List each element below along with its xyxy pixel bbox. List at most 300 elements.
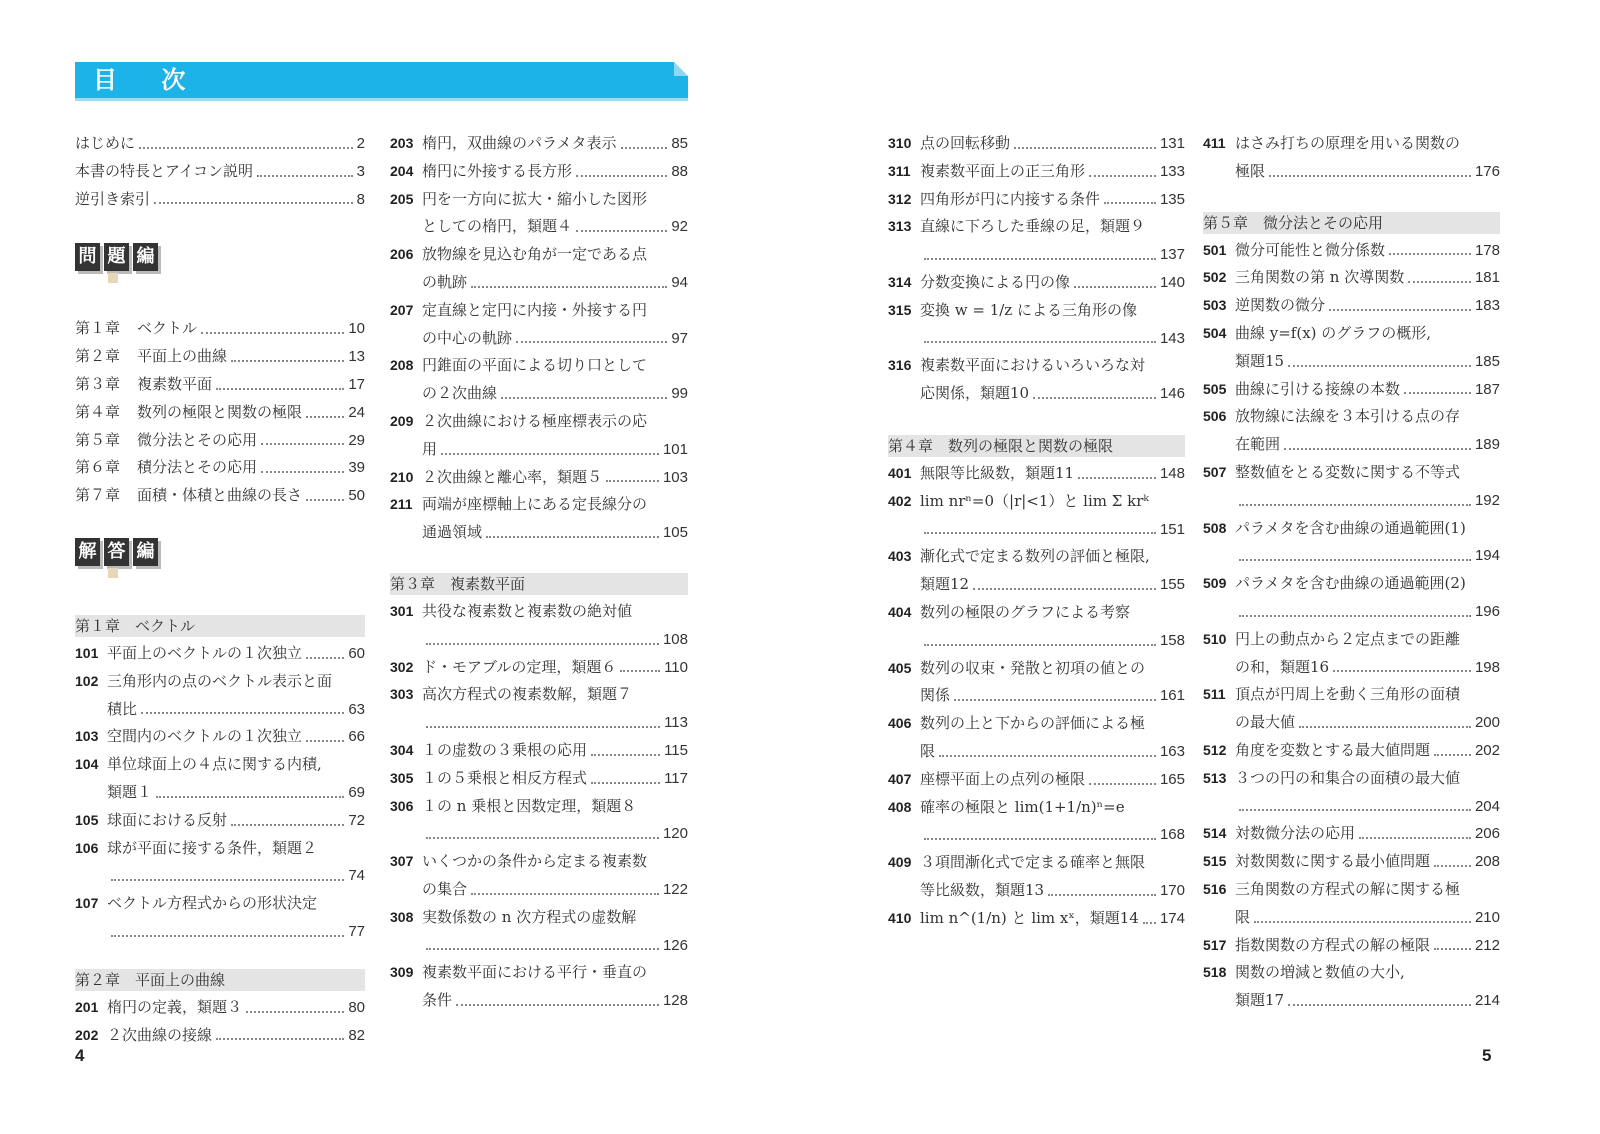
entry-title: 限 — [920, 741, 936, 760]
toc-entry[interactable] — [1203, 681, 1500, 709]
entry-number: 517 — [1203, 936, 1227, 953]
entry-title: ２次曲線の接線 — [107, 1025, 213, 1044]
toc-entry[interactable] — [1203, 320, 1500, 348]
toc-entry[interactable] — [75, 158, 365, 186]
leader-dots — [216, 1022, 344, 1041]
entry-page: 77 — [348, 922, 365, 940]
toc-entry[interactable] — [1203, 431, 1500, 459]
section-header-ch3: 第３章 複素数平面 — [390, 573, 688, 595]
toc-entry[interactable] — [1203, 264, 1500, 292]
toc-entry[interactable] — [75, 640, 365, 668]
entry-page: 198 — [1474, 658, 1500, 676]
leader-dots — [1359, 820, 1471, 839]
entry-page: 101 — [662, 440, 688, 458]
entry-title: 整数値をとる変数に関する不等式 — [1235, 462, 1461, 481]
entry-page: 66 — [348, 728, 365, 746]
leader-dots — [591, 765, 660, 784]
leader-dots — [924, 325, 1156, 344]
entry-title: の軌跡 — [422, 272, 468, 291]
entry-title: 応関係，類題10 — [920, 384, 1030, 403]
toc-entry[interactable] — [75, 994, 365, 1022]
toc-entry[interactable] — [888, 905, 1185, 933]
leader-dots — [1434, 737, 1471, 756]
toc-entry[interactable] — [390, 408, 688, 436]
toc-entry[interactable] — [1203, 542, 1500, 570]
toc-entry[interactable] — [888, 241, 1185, 269]
entry-indent — [888, 516, 920, 544]
entry-number: 510 — [1203, 630, 1227, 647]
entry-title: 四角形が円に内接する条件 — [920, 189, 1101, 208]
toc-entry[interactable] — [1203, 737, 1500, 765]
entry-title: ２次曲線における極座標表示の応 — [422, 411, 648, 430]
entry-page: 212 — [1474, 936, 1500, 954]
leader-dots — [924, 241, 1156, 260]
chapter-label: 第４章 — [75, 402, 121, 421]
entry-title: 三角関数の第 n 次導関数 — [1235, 268, 1405, 287]
chapter-page: 13 — [348, 348, 365, 366]
leader-dots — [924, 516, 1156, 535]
toc-entry[interactable] — [75, 862, 365, 890]
entry-page: 94 — [671, 273, 688, 291]
toc-entry[interactable] — [1203, 237, 1500, 265]
entry-page: 183 — [1474, 297, 1500, 315]
entry-page: 74 — [348, 867, 365, 885]
chapter-title: 微分法とその応用 — [137, 430, 258, 449]
toc-entry[interactable] — [75, 890, 365, 918]
toc-entry[interactable] — [1203, 130, 1500, 158]
entry-indent — [1203, 709, 1235, 737]
toc-entry[interactable] — [888, 599, 1185, 627]
entry-number: 309 — [390, 964, 414, 981]
toc-entry[interactable] — [888, 213, 1185, 241]
toc-entry[interactable] — [1203, 348, 1500, 376]
leader-dots — [924, 821, 1156, 840]
entry-title: 複素数平面上の正三角形 — [920, 161, 1086, 180]
chapter-entry[interactable] — [75, 315, 365, 343]
entry-title: lim n^(1/n) と lim xˣ，類題14 — [920, 908, 1139, 927]
entry-page: 3 — [356, 162, 365, 180]
toc-entry[interactable] — [390, 820, 688, 848]
entry-title: 逆関数の微分 — [1235, 296, 1326, 315]
entry-number: 210 — [390, 468, 414, 485]
entry-page: 80 — [348, 998, 365, 1016]
leader-dots — [257, 158, 353, 177]
section-header-ch1: 第１章 ベクトル — [75, 615, 365, 637]
leader-dots — [441, 436, 659, 455]
toc-entry[interactable] — [888, 849, 1185, 877]
toc-entry[interactable] — [75, 696, 365, 724]
section-badge-answers — [75, 538, 158, 566]
toc-entry[interactable] — [390, 681, 688, 709]
page-number-right: 5 — [1482, 1046, 1492, 1065]
entry-page: 63 — [348, 700, 365, 718]
leader-dots — [1089, 158, 1156, 177]
toc-entry[interactable] — [888, 571, 1185, 599]
entry-title: 両端が座標軸上にある定長線分の — [422, 495, 648, 514]
toc-entry[interactable] — [888, 352, 1185, 380]
entry-page: 2 — [356, 135, 365, 152]
toc-entry[interactable] — [1203, 459, 1500, 487]
toc-entry[interactable] — [1203, 570, 1500, 598]
entry-title: 本書の特長とアイコン説明 — [75, 161, 254, 180]
leader-dots — [501, 380, 667, 399]
entry-title: の２次曲線 — [422, 384, 498, 403]
entry-title: 関係 — [920, 686, 951, 705]
entry-number: 311 — [888, 162, 911, 179]
chapter-label: 第７章 — [75, 486, 121, 505]
leader-dots — [231, 807, 344, 826]
entry-title: ベクトル方程式からの形状決定 — [107, 894, 318, 913]
toc-entry[interactable] — [888, 297, 1185, 325]
entry-number: 502 — [1203, 269, 1227, 286]
chapter-entry[interactable] — [75, 482, 365, 510]
toc-entry[interactable] — [390, 519, 688, 547]
badge-tab — [108, 273, 118, 283]
entry-title: 数列の上と下からの評価による極 — [920, 714, 1146, 733]
entry-title: パラメタを含む曲線の通過範囲(2) — [1235, 574, 1466, 593]
entry-number: 103 — [75, 728, 99, 745]
toc-entry[interactable] — [1203, 848, 1500, 876]
toc-entry[interactable] — [1203, 403, 1500, 431]
toc-entry[interactable] — [75, 807, 365, 835]
entry-title: パラメタを含む曲線の通過範囲(1) — [1235, 518, 1466, 537]
entry-number: 509 — [1203, 575, 1227, 592]
entry-page: 206 — [1474, 825, 1500, 843]
entry-indent — [888, 877, 920, 905]
toc-entry[interactable] — [390, 158, 688, 186]
toc-entry[interactable] — [75, 186, 365, 214]
leader-dots — [201, 315, 344, 334]
entry-number: 514 — [1203, 825, 1227, 842]
entry-title: １の５乗根と相反方程式 — [422, 768, 588, 787]
entry-page: 60 — [348, 644, 365, 662]
entry-indent — [390, 325, 422, 353]
entry-number: 513 — [1203, 769, 1227, 786]
entry-indent — [75, 918, 107, 946]
entry-title: 類題12 — [920, 575, 970, 594]
entry-number: 101 — [75, 644, 99, 661]
toc-entry[interactable] — [390, 186, 688, 214]
toc-entry[interactable] — [390, 380, 688, 408]
entry-page: 97 — [671, 329, 688, 347]
entry-page: 185 — [1474, 352, 1500, 370]
entry-number: 104 — [75, 756, 99, 773]
toc-entry[interactable] — [1203, 932, 1500, 960]
toc-entry[interactable] — [390, 654, 688, 682]
entry-page: 8 — [356, 190, 365, 208]
entry-page: 210 — [1474, 908, 1500, 926]
leader-dots — [1434, 932, 1471, 951]
toc-entry[interactable] — [390, 904, 688, 932]
entry-page: 155 — [1159, 576, 1185, 594]
toc-entry[interactable] — [888, 543, 1185, 571]
toc-entry[interactable] — [75, 835, 365, 863]
leader-dots — [426, 709, 660, 728]
toc-entry[interactable] — [888, 627, 1185, 655]
entry-page: 194 — [1474, 547, 1500, 565]
entry-page: 69 — [348, 783, 365, 801]
toc-entry[interactable] — [75, 779, 365, 807]
entry-number: 504 — [1203, 324, 1227, 341]
chapter-entry[interactable] — [75, 427, 365, 455]
entry-page: 105 — [662, 524, 688, 542]
leader-dots — [111, 862, 344, 881]
toc-entry[interactable] — [390, 737, 688, 765]
toc-entry[interactable] — [390, 352, 688, 380]
entry-title: 逆引き索引 — [75, 189, 151, 208]
toc-entry[interactable] — [888, 766, 1185, 794]
toc-entry[interactable] — [1203, 515, 1500, 543]
entry-title: 円を一方向に拡大・縮小した図形 — [422, 189, 648, 208]
leader-dots — [154, 186, 353, 205]
entry-number: 312 — [888, 190, 912, 207]
toc-entry[interactable] — [888, 130, 1185, 158]
entry-indent — [888, 325, 920, 353]
chapter-title: 平面上の曲線 — [137, 347, 228, 366]
chapter-page: 24 — [348, 403, 365, 421]
toc-entry[interactable] — [390, 297, 688, 325]
entry-number: 314 — [888, 273, 912, 290]
entry-page: 128 — [662, 992, 688, 1010]
entry-page: 92 — [671, 218, 688, 236]
leader-dots — [1239, 487, 1471, 506]
leader-dots — [261, 454, 344, 473]
leader-dots — [471, 876, 659, 895]
entry-title: 楕円に外接する長方形 — [422, 161, 573, 180]
toc-entry[interactable] — [390, 709, 688, 737]
entry-title: 頂点が円周上を動く三角形の面積 — [1235, 685, 1461, 704]
entry-page: 113 — [664, 714, 688, 732]
entry-page: 178 — [1474, 241, 1500, 259]
toc-entry[interactable] — [390, 241, 688, 269]
entry-title: 条件 — [422, 991, 453, 1010]
entry-page: 181 — [1474, 269, 1500, 287]
entry-indent — [75, 779, 107, 807]
toc-entry[interactable] — [1203, 820, 1500, 848]
leader-dots — [306, 723, 344, 742]
chapter-entry[interactable] — [75, 454, 365, 482]
toc-entry[interactable] — [390, 848, 688, 876]
toc-entry[interactable] — [390, 876, 688, 904]
entry-page: 137 — [1159, 246, 1185, 264]
chapter-label: 第１章 — [75, 319, 121, 338]
chapter-title: ベクトル — [137, 319, 198, 338]
entry-indent — [1203, 487, 1235, 515]
toc-entry[interactable] — [888, 516, 1185, 544]
toc-entry[interactable] — [390, 598, 688, 626]
entry-page: 204 — [1474, 797, 1500, 815]
badge-char: 答 — [104, 538, 129, 566]
entry-title: 球が平面に接する条件，類題２ — [107, 838, 318, 857]
entry-title: 確率の極限と lim(1+1/n)ⁿ=e — [920, 797, 1125, 816]
entry-number: 313 — [888, 218, 912, 235]
leader-dots — [1329, 292, 1471, 311]
entry-title: の最大値 — [1235, 713, 1296, 732]
toc-entry[interactable] — [1203, 793, 1500, 821]
entry-number: 511 — [1203, 686, 1226, 703]
toc-entry[interactable] — [1203, 626, 1500, 654]
toc-entry[interactable] — [1203, 765, 1500, 793]
entry-page: 135 — [1159, 190, 1185, 208]
entry-number: 308 — [390, 908, 414, 925]
leader-dots — [924, 627, 1156, 646]
entry-number: 105 — [75, 811, 99, 828]
entry-page: 146 — [1159, 385, 1185, 403]
leader-dots — [1014, 130, 1156, 149]
entry-number: 307 — [390, 853, 414, 870]
entry-page: 163 — [1159, 742, 1185, 760]
entry-number: 315 — [888, 301, 912, 318]
toc-entry[interactable] — [888, 186, 1185, 214]
toc-entry[interactable] — [1203, 904, 1500, 932]
toc-entry[interactable] — [390, 491, 688, 519]
toc-entry[interactable] — [1203, 654, 1500, 682]
entry-number: 211 — [390, 496, 413, 513]
toc-entry[interactable] — [888, 794, 1185, 822]
entry-number: 501 — [1203, 241, 1227, 258]
toc-entry[interactable] — [390, 765, 688, 793]
toc-entry[interactable] — [888, 877, 1185, 905]
leader-dots — [1333, 654, 1471, 673]
leader-dots — [1143, 905, 1156, 924]
toc-entry[interactable] — [75, 130, 365, 158]
toc-entry[interactable] — [888, 325, 1185, 353]
toc-entry[interactable] — [1203, 376, 1500, 404]
entry-number: 304 — [390, 741, 414, 758]
leader-dots — [621, 130, 668, 149]
toc-entry[interactable] — [390, 932, 688, 960]
entry-indent — [390, 436, 422, 464]
entry-title: いくつかの条件から定まる複素数 — [422, 852, 648, 871]
entry-title: 極限 — [1235, 161, 1266, 180]
toc-entry[interactable] — [75, 1022, 365, 1050]
chapter-entry[interactable] — [75, 371, 365, 399]
leader-dots — [156, 779, 344, 798]
entry-page: 176 — [1474, 162, 1500, 180]
toc-entry[interactable] — [390, 436, 688, 464]
entry-title: 三角関数の方程式の解に関する極 — [1235, 879, 1461, 898]
entry-number: 516 — [1203, 880, 1227, 897]
toc-entry[interactable] — [75, 723, 365, 751]
leader-dots — [1288, 348, 1471, 367]
leader-dots — [1269, 158, 1471, 177]
entry-title: 通過領域 — [422, 523, 483, 542]
entry-number: 503 — [1203, 297, 1227, 314]
toc-entry[interactable] — [888, 158, 1185, 186]
leader-dots — [1048, 877, 1156, 896]
entry-title: ２次曲線と離心率，類題５ — [422, 467, 603, 486]
entry-page: 189 — [1474, 436, 1500, 454]
badge-char: 編 — [133, 243, 158, 271]
toc-entry[interactable] — [390, 626, 688, 654]
entry-title: 実数係数の n 次方程式の虚数解 — [422, 907, 637, 926]
leader-dots — [516, 325, 667, 344]
entry-number: 107 — [75, 895, 99, 912]
toc-entry[interactable] — [390, 213, 688, 241]
toc-entry[interactable] — [390, 130, 688, 158]
entry-number: 407 — [888, 770, 912, 787]
toc-entry[interactable] — [1203, 709, 1500, 737]
entry-title: ド・モアブルの定理，類題６ — [422, 657, 617, 676]
entry-indent — [888, 241, 920, 269]
toc-entry[interactable] — [1203, 959, 1500, 987]
toc-entry[interactable] — [888, 655, 1185, 683]
entry-page: 187 — [1474, 380, 1500, 398]
entry-page: 126 — [662, 936, 688, 954]
entry-page: 208 — [1474, 853, 1500, 871]
entry-page: 170 — [1159, 881, 1185, 899]
entry-title: 類題17 — [1235, 991, 1285, 1010]
entry-indent — [1203, 158, 1235, 186]
toc-entry[interactable] — [75, 751, 365, 779]
section-header-ch4: 第４章 数列の極限と関数の極限 — [888, 435, 1185, 457]
toc-entry[interactable] — [75, 918, 365, 946]
entry-title: 曲線に引ける接線の本数 — [1235, 379, 1401, 398]
toc-column-1 — [75, 130, 365, 1049]
entry-number: 306 — [390, 797, 414, 814]
leader-dots — [1074, 269, 1156, 288]
toc-entry[interactable] — [888, 380, 1185, 408]
badge-char: 問 — [75, 243, 100, 271]
badge-tab — [108, 568, 118, 578]
toc-entry[interactable] — [888, 821, 1185, 849]
toc-entry[interactable] — [75, 668, 365, 696]
entry-number: 404 — [888, 603, 912, 620]
leader-dots — [1299, 709, 1471, 728]
toc-entry[interactable] — [888, 738, 1185, 766]
toc-entry[interactable] — [390, 464, 688, 492]
entry-title: はじめに — [75, 134, 136, 152]
toc-entry[interactable] — [1203, 598, 1500, 626]
entry-number: 203 — [390, 135, 414, 151]
toc-entry[interactable] — [888, 460, 1185, 488]
entry-indent — [390, 626, 422, 654]
entry-page: 122 — [662, 880, 688, 898]
toc-entry[interactable] — [1203, 987, 1500, 1015]
toc-entry[interactable] — [1203, 876, 1500, 904]
entry-page: 88 — [671, 162, 688, 180]
toc-entry[interactable] — [390, 793, 688, 821]
entry-number: 310 — [888, 135, 912, 151]
toc-entry[interactable] — [888, 682, 1185, 710]
entry-number: 408 — [888, 798, 912, 815]
toc-entry[interactable] — [1203, 158, 1500, 186]
entry-page: 85 — [671, 135, 688, 152]
entry-title: はさみ打ちの原理を用いる関数の — [1235, 134, 1461, 152]
toc-entry[interactable] — [390, 325, 688, 353]
entry-title: 対数関数に関する最小値問題 — [1235, 852, 1431, 871]
entry-title: 等比級数，類題13 — [920, 880, 1045, 899]
chapter-entry[interactable] — [75, 343, 365, 371]
toc-entry[interactable] — [888, 488, 1185, 516]
entry-page: 72 — [348, 811, 365, 829]
entry-page: 143 — [1159, 329, 1185, 347]
entry-page: 161 — [1159, 687, 1185, 705]
toc-entry[interactable] — [390, 269, 688, 297]
entry-title: 分数変換による円の像 — [920, 272, 1071, 291]
toc-entry[interactable] — [390, 959, 688, 987]
section-badge-problems — [75, 243, 158, 271]
toc-entry[interactable] — [888, 710, 1185, 738]
chapter-entry[interactable] — [75, 399, 365, 427]
toc-entry[interactable] — [1203, 292, 1500, 320]
entry-title: 無限等比級数，類題11 — [920, 463, 1075, 482]
toc-entry[interactable] — [1203, 487, 1500, 515]
toc-entry[interactable] — [888, 269, 1185, 297]
leader-dots — [576, 213, 667, 232]
entry-title: 空間内のベクトルの１次独立 — [107, 727, 303, 746]
toc-entry[interactable] — [390, 987, 688, 1015]
